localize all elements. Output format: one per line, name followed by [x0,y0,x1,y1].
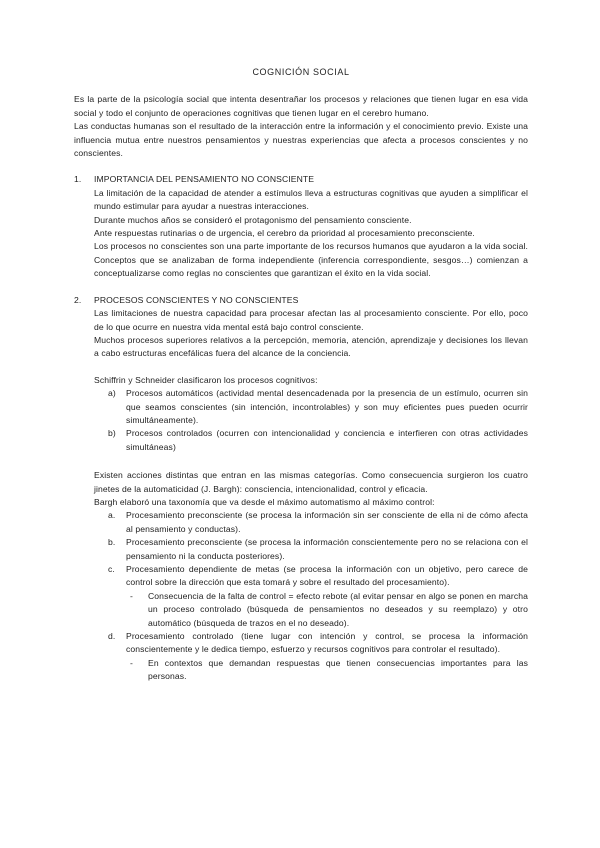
list-item [108,536,528,563]
section-1-paragraph: Ante respuestas rutinarias o de urgencia, el cerebro da prioridad al procesamiento preconsciente. [94,228,475,239]
list-item-text: Procesos controlados (ocurren con intencionalidad y conciencia e interfieren con otras actividades simultáneas) [126,428,528,452]
bargh-list [94,509,528,683]
section-2-number: 2. [74,294,82,305]
list-marker: b) [108,428,116,439]
intro-paragraph: Es la parte de la psicología social que intenta desentrañar los procesos y relaciones que tienen lugar en esa vida social y todo el conjunto de operaciones cognitivas que tienen lugar en el cerebro humano. [74,94,528,118]
bargh-intro: Existen acciones distintas que entran en las mismas categorías. Como consecuencia surgieron los cuatro jinetes de la automaticidad (J. Bargh): consciencia, intencionalidad, control y eficacia. [94,470,528,494]
section-2-paragraph: Las limitaciones de nuestra capacidad para procesar afectan las al procesamiento consciente. Por ello, poco de lo que ocurre en nuestra vida mental está bajo control consciente. [94,308,528,332]
list-item [108,387,528,427]
list-marker: d. [108,631,116,642]
section-1-body [94,187,528,281]
section-2-heading [74,294,528,307]
list-item [108,630,528,684]
sub-list-item-text: En contextos que demandan respuestas que tienen consecuencias importantes para las personas. [148,657,528,682]
section-1-number: 1. [74,174,82,185]
list-marker: c. [108,564,115,574]
schiffrin-intro: Schiffrin y Schneider clasificaron los procesos cognitivos: [94,374,318,385]
section-1-title: IMPORTANCIA DEL PENSAMIENTO NO CONSCIENTE [94,174,315,185]
sub-list-item-text: Consecuencia de la falta de control = efecto rebote (al evitar pensar en algo se ponen en marcha un proceso controlado (búsqueda de pensamientos no deseados y su reemplazo) y otro automático (búsqueda de trazos en el no deseado). [148,590,528,628]
list-item-text: Procesos automáticos (actividad mental desencadenada por la presencia de un estímulo, ocurren sin que seamos conscientes (sin intención, incontrolables) y son muy eficientes pues pueden ocurrir simultáneamente). [126,388,528,425]
bargh-intro: Bargh elaboró una taxonomía que va desde el máximo automatismo al máximo control: [94,496,435,507]
intro [74,93,528,160]
section-1-paragraph: Durante muchos años se consideró el protagonismo del pensamiento consciente. [94,214,412,225]
list-marker: b. [108,537,116,548]
list-item-text: Procesamiento controlado (tiene lugar con intención y control, se procesa la información conscientemente y le dedica tiempo, esfuerzo y recursos cognitivos para controlar el resultado). [126,631,528,655]
list-item [108,427,528,454]
document-page [74,66,528,684]
list-marker: a) [108,388,116,399]
list-item [108,509,528,536]
dash-marker: - [130,590,133,601]
section-2-body [94,307,528,684]
section-1-paragraph: Los procesos no conscientes son una parte importante de los recursos humanos que ayudaron a la vida social. Conceptos que se analizaban de forma independiente (inferencia correspondiente, sesgos…) comienzan a conceptualizarse como reglas no conscientes que garantizan el éxito en la vida social. [94,241,528,279]
dash-marker: - [130,657,133,668]
intro-paragraph: Las conductas humanas son el resultado de la interacción entre la información y el conocimiento previo. Existe una influencia mutua entre nuestros pensamientos y nuestras experiencias que afecta a procesos conscientes y no conscientes. [74,121,528,159]
list-item [108,563,528,630]
list-item-text: Procesamiento preconsciente (se procesa la información conscientemente pero no se relaciona con el pensamiento ni la conducta posteriores). [126,537,528,561]
sub-list [126,657,528,684]
section-1-paragraph: La limitación de la capacidad de atender a estímulos lleva a estructuras cognitivas que ayuden a simplificar el mundo estimular para ayudar a nuestras interacciones. [94,187,528,212]
document-title: COGNICIÓN SOCIAL [252,67,350,77]
list-item-text: Procesamiento preconsciente (se procesa la información sin ser consciente de ella ni de cómo afecta al pensamiento y conductas). [126,510,528,534]
section-1-heading [74,173,528,186]
section-2-title: PROCESOS CONSCIENTES Y NO CONSCIENTES [94,294,299,305]
schiffrin-list [94,387,528,454]
sub-list-item [130,590,528,630]
list-marker: a. [108,510,116,521]
section-2 [74,294,528,684]
sub-list-item [130,657,528,684]
list-item-text: Procesamiento dependiente de metas (se procesa la información con un objetivo, pero carece de control sobre la dirección que esta tomará y sobre el resultado del procesamiento). [126,564,528,588]
section-1 [74,173,528,280]
sub-list [126,590,528,630]
section-2-paragraph: Muchos procesos superiores relativos a la percepción, memoria, atención, aprendizaje y decisiones los llevan a cabo estructuras encefálicas fuera del alcance de la conciencia. [94,334,528,359]
